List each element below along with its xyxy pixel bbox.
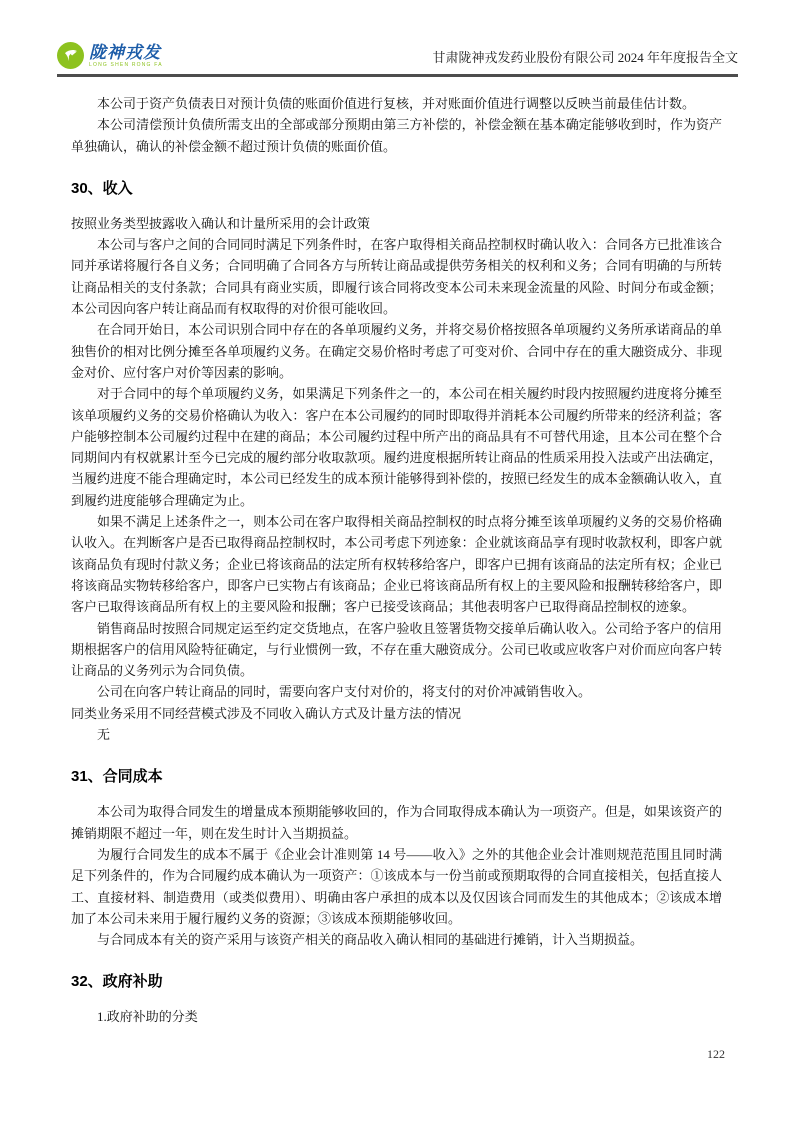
paragraph: 1.政府补助的分类 (97, 1009, 198, 1025)
paragraph: 无 (97, 727, 111, 743)
report-title: 甘肃陇神戎发药业股份有限公司 2024 年年度报告全文 (432, 50, 738, 65)
paragraph: 在合同开始日，本公司识别合同中存在的各单项履约义务，并将交易价格按照各单项履约义务所承诺商品的单独售价的相对比例分摊至各单项履约义务。在确定交易价格时考虑了可变对价、合同中存在的重大融资成分、非现金对价、应付客户对价等因素的影响。 (71, 322, 722, 380)
page-number: 122 (707, 1047, 725, 1061)
document-body (71, 93, 722, 1028)
brand-name-en: LONG SHEN RONG FA (89, 61, 163, 68)
paragraph: 公司在向客户转让商品的同时，需要向客户支付对价的，将支付的对价冲减销售收入。 (97, 684, 592, 700)
logo-text (89, 44, 163, 68)
paragraph: 本公司与客户之间的合同同时满足下列条件时，在客户取得相关商品控制权时确认收入：合同各方已批准该合同并承诺将履行各自义务；合同明确了合同各方与所转让商品或提供劳务相关的权利和义务；合同有明确的与所转让商品相关的支付条款；合同具有商业实质，即履行该合同将改变本公司未来现金流量的风险、时间分布或金额；本公司因向客户转让商品而有权取得的对价很可能收回。 (71, 237, 722, 317)
section-heading: 30、收入 (71, 179, 133, 197)
paragraph: 如果不满足上述条件之一，则本公司在客户取得相关商品控制权的时点将分摊至该单项履约义务的交易价格确认收入。在判断客户是否已取得商品控制权时，本公司考虑下列迹象：企业就该商品享有现时收款权利，即客户就该商品负有现时付款义务；企业已将该商品的法定所有权转移给客户，即客户已拥有该商品的法定所有权；企业已将该商品实物转移给客户，即客户已实物占有该商品；企业已将该商品所有权上的主要风险和报酬转移给客户，即客户已取得该商品所有权上的主要风险和报酬；客户已接受该商品；其他表明客户已取得商品控制权的迹象。 (71, 514, 722, 615)
paragraph: 本公司于资产负债表日对预计负债的账面价值进行复核，并对账面价值进行调整以反映当前最佳估计数。 (97, 96, 696, 111)
paragraph: 销售商品时按照合同规定运至约定交货地点，在客户验收且签署货物交接单后确认收入。公司给予客户的信用期根据客户的信用风险特征确定，与行业惯例一致，不存在重大融资成分。公司已收或应收客户对价而应向客户转让商品的义务列示为合同负债。 (71, 620, 722, 679)
paragraph: 本公司为取得合同发生的增量成本预期能够收回的，作为合同取得成本确认为一项资产。但是，如果该资产的摊销期限不超过一年，则在发生时计入当期损益。 (71, 804, 722, 841)
paragraph: 与合同成本有关的资产采用与该资产相关的商品收入确认相同的基础进行摊销，计入当期损益。 (97, 932, 644, 948)
paragraph: 本公司清偿预计负债所需支出的全部或部分预期由第三方补偿的，补偿金额在基本确定能够收到时，作为资产单独确认，确认的补偿金额不超过预计负债的账面价值。 (71, 117, 722, 154)
company-logo (57, 42, 163, 69)
section-heading: 31、合同成本 (71, 768, 163, 786)
page-header (57, 42, 738, 77)
logo-icon (57, 42, 84, 69)
paragraph: 按照业务类型披露收入确认和计量所采用的会计政策 (71, 215, 371, 231)
paragraph: 同类业务采用不同经营模式涉及不同收入确认方式及计量方法的情况 (71, 705, 462, 721)
paragraph: 为履行合同发生的成本不属于《企业会计准则第 14 号——收入》之外的其他企业会计准则规范范围且同时满足下列条件的，作为合同履约成本确认为一项资产：①该成本与一份当前或预期取得的合同直接相关，包括直接人工、直接材料、制造费用（或类似费用）、明确由客户承担的成本以及仅因该合同而发生的其他成本；②该成本增加了本公司未来用于履行履约义务的资源；③该成本预期能够收回。 (71, 846, 722, 926)
paragraph: 对于合同中的每个单项履约义务，如果满足下列条件之一的，本公司在相关履约时段内按照履约进度将分摊至该单项履约义务的交易价格确认为收入：客户在本公司履约的同时即取得并消耗本公司履约所带来的经济利益；客户能够控制本公司履约过程中在建的商品；本公司履约过程中所产出的商品具有不可替代用途，且本公司在整个合同期间内有权就累计至今已完成的履约部分收取款项。履约进度根据所转让商品的性质采用投入法或产出法确定，当履约进度不能合理确定时，本公司已经发生的成本预计能够得到补偿的，按照已经发生的成本金额确认收入，直到履约进度能够合理确定为止。 (71, 386, 722, 508)
section-heading: 32、政府补助 (71, 973, 163, 991)
brand-name-cn: 陇神戎发 (89, 42, 161, 62)
